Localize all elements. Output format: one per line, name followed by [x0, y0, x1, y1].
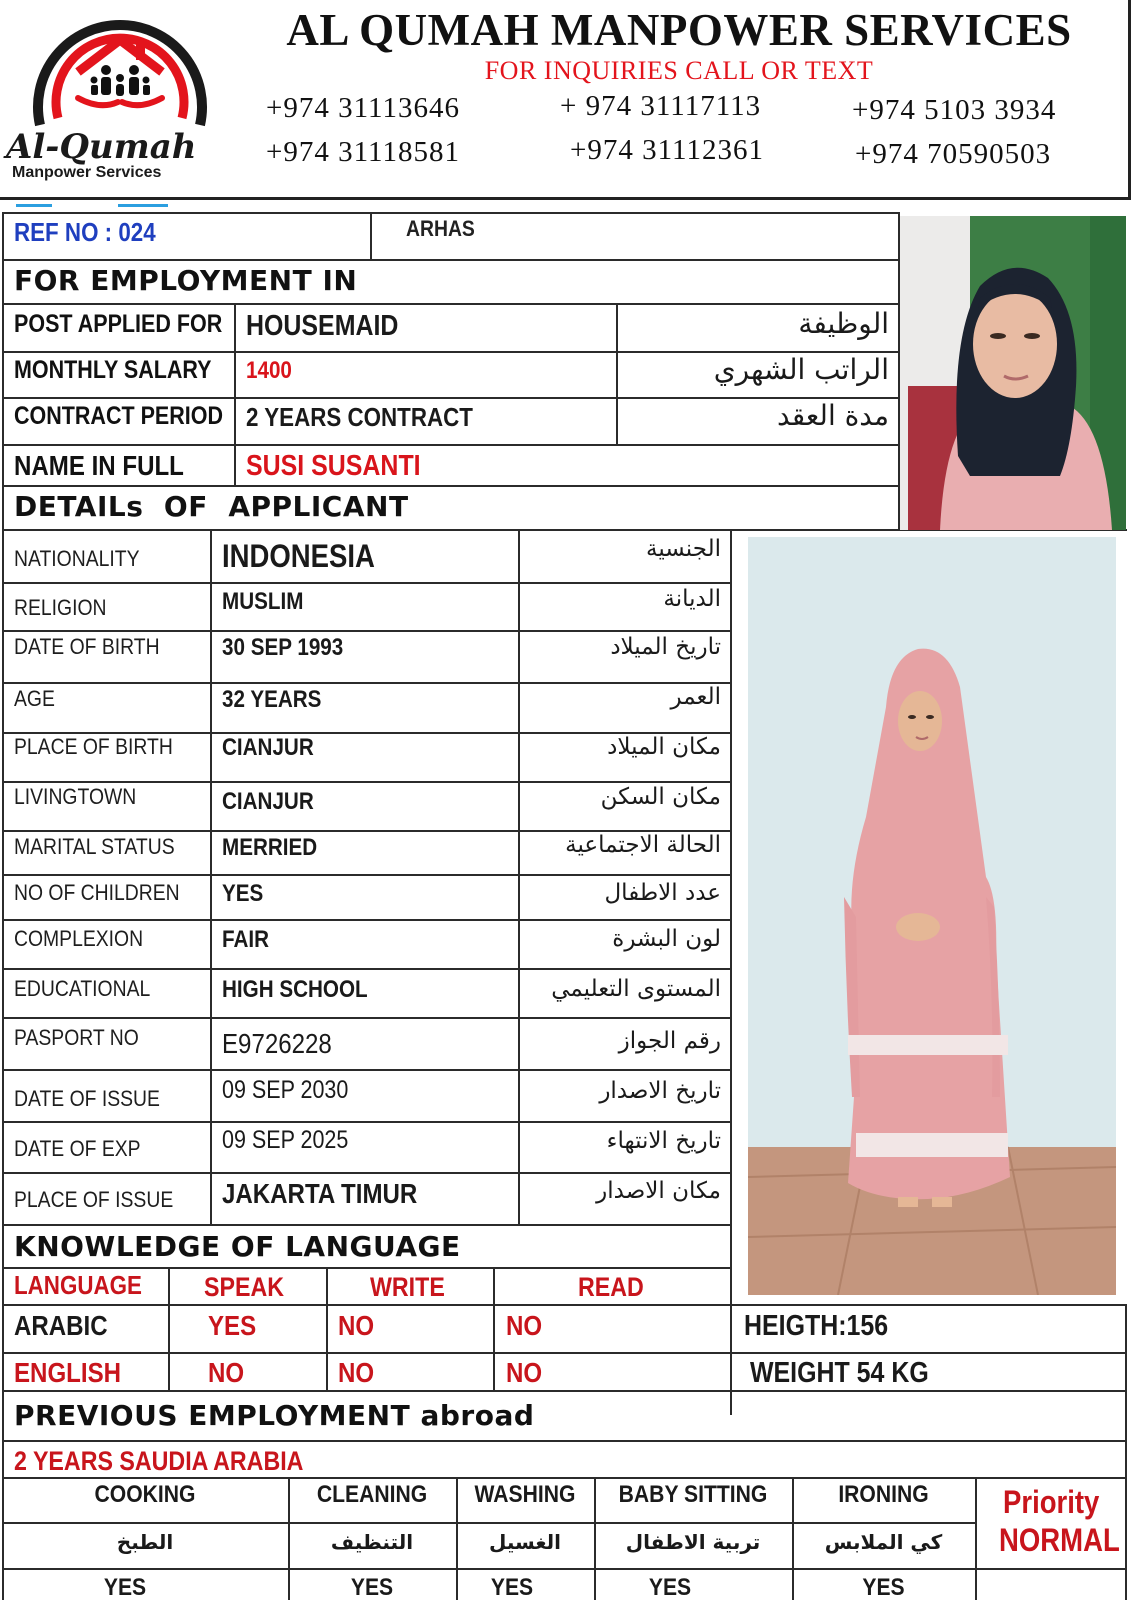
age-label: AGE	[14, 686, 55, 711]
date-of-birth-label: DATE OF BIRTH	[14, 634, 160, 659]
language-name: ENGLISH	[14, 1357, 122, 1388]
place-of-issue-label: PLACE OF ISSUE	[14, 1187, 174, 1212]
phone-number: +974 31118581	[266, 136, 460, 168]
date-of-expiry-value: 09 SEP 2025	[222, 1126, 349, 1154]
grid-line	[2, 781, 730, 783]
tab-mark	[16, 204, 52, 207]
skill-arabic-baby-sitting: تربية الاطفال	[625, 1530, 761, 1554]
skill-name-cleaning: CLEANING	[316, 1481, 428, 1508]
read-header: READ	[578, 1272, 644, 1302]
tab-mark	[118, 204, 168, 207]
date-of-issue-arabic: تاريخ الاصدار	[599, 1078, 721, 1104]
grid-line	[2, 1017, 730, 1019]
skill-value-ironing: YES	[862, 1574, 905, 1600]
grid-line	[2, 1224, 730, 1226]
full-name-value: SUSI SUSANTI	[246, 450, 421, 482]
nationality-value: INDONESIA	[222, 538, 375, 574]
grid-line	[2, 212, 898, 214]
grid-line	[2, 582, 730, 584]
section-title-details: DETAILs OF APPLICANT	[14, 490, 409, 523]
place-of-birth-value: CIANJUR	[222, 734, 314, 761]
skill-arabic-cleaning: التنظيف	[330, 1530, 414, 1554]
date-of-birth-value: 30 SEP 1993	[222, 634, 344, 661]
logo-script-text: Al-Qumah	[6, 127, 197, 167]
grid-line	[2, 397, 898, 399]
grid-line	[2, 1352, 1127, 1354]
grid-line	[730, 529, 732, 1415]
skill-arabic-washing: الغسيل	[488, 1530, 562, 1554]
skill-name-cooking: COOKING	[94, 1481, 196, 1508]
age-arabic: العمر	[670, 684, 721, 710]
place-of-birth-arabic: مكان الميلاد	[607, 734, 721, 760]
post-applied-arabic: الوظيفة	[798, 307, 889, 340]
inquiry-line: FOR INQUIRIES CALL OR TEXT	[484, 56, 874, 85]
nationality-label: NATIONALITY	[14, 546, 140, 571]
education-arabic: المستوى التعليمي	[551, 976, 721, 1002]
english-speak-value: NO	[208, 1357, 245, 1388]
grid-line	[2, 1390, 1127, 1392]
grid-line	[2, 1477, 1127, 1479]
write-header: WRITE	[370, 1272, 445, 1302]
marital-status-arabic: الحالة الاجتماعية	[565, 832, 721, 858]
logo-subtitle: Manpower Services	[12, 164, 162, 181]
place-of-issue-value: JAKARTA TIMUR	[222, 1178, 418, 1209]
living-town-label: LIVINGTOWN	[14, 784, 137, 809]
grid-line	[2, 303, 898, 305]
contract-period-arabic: مدة العقد	[777, 399, 889, 432]
place-of-issue-arabic: مكان الاصدار	[596, 1178, 721, 1204]
letterhead	[0, 0, 1131, 200]
grid-line	[493, 1267, 495, 1390]
grid-line	[2, 485, 898, 487]
applicant-portrait-photo	[900, 216, 1126, 530]
phone-number: +974 31112361	[570, 134, 764, 166]
living-town-value: CIANJUR	[222, 788, 314, 815]
children-value: YES	[222, 880, 264, 907]
previous-employment-value: 2 YEARS SAUDIA ARABIA	[14, 1446, 304, 1476]
grid-line	[2, 259, 898, 261]
complexion-label: COMPLEXION	[14, 926, 144, 951]
grid-line	[2, 1568, 1127, 1570]
height-value: HEIGTH:156	[744, 1310, 889, 1342]
skill-value-washing: YES	[490, 1574, 534, 1600]
grid-line	[975, 1477, 977, 1600]
living-town-arabic: مكان السكن	[600, 784, 721, 810]
date-of-birth-arabic: تاريخ الميلاد	[610, 634, 721, 660]
grid-line	[234, 303, 236, 486]
children-label: NO OF CHILDREN	[14, 880, 180, 905]
contract-period-label: CONTRACT PERIOD	[14, 402, 224, 430]
phone-number: +974 5103 3934	[852, 94, 1057, 126]
monthly-salary-arabic: الراتب الشهري	[713, 353, 889, 386]
grid-line	[2, 968, 730, 970]
children-arabic: عدد الاطفال	[604, 880, 721, 906]
skill-arabic-cooking: الطبخ	[116, 1530, 174, 1554]
section-title-language: KNOWLEDGE OF LANGUAGE	[14, 1230, 461, 1263]
weight-value: WEIGHT 54 KG	[750, 1357, 929, 1389]
date-of-issue-value: 09 SEP 2030	[222, 1076, 349, 1104]
portrait-illustration	[900, 216, 1126, 530]
skill-arabic-ironing: كي الملابس	[824, 1530, 943, 1554]
skill-value-cleaning: YES	[350, 1574, 394, 1600]
phone-number: +974 70590503	[855, 138, 1052, 170]
grid-line	[2, 1121, 730, 1123]
contract-period-value: 2 YEARS CONTRACT	[246, 402, 473, 432]
nationality-arabic: الجنسية	[646, 536, 721, 562]
passport-number-label: PASPORT NO	[14, 1025, 139, 1050]
language-header: LANGUAGE	[14, 1270, 142, 1300]
grid-line	[2, 444, 898, 446]
grid-line	[2, 630, 730, 632]
english-write-value: NO	[338, 1357, 375, 1388]
full-body-illustration	[748, 537, 1116, 1295]
date-of-expiry-arabic: تاريخ الانتهاء	[606, 1128, 721, 1154]
grid-line	[2, 1440, 1127, 1442]
education-value: HIGH SCHOOL	[222, 976, 368, 1003]
language-name: ARABIC	[14, 1310, 108, 1341]
priority-label: Priority	[1003, 1484, 1100, 1520]
grid-line	[2, 874, 730, 876]
religion-arabic: الديانة	[663, 586, 721, 612]
agent-name: ARHAS	[406, 216, 475, 241]
english-read-value: NO	[506, 1357, 543, 1388]
grid-line	[2, 1522, 975, 1524]
monthly-salary-value: 1400	[246, 357, 292, 384]
complexion-value: FAIR	[222, 926, 270, 953]
grid-line	[2, 1172, 730, 1174]
form-border	[1125, 1304, 1127, 1600]
grid-line	[168, 1267, 170, 1390]
grid-line	[326, 1267, 328, 1390]
religion-value: MUSLIM	[222, 588, 304, 615]
skill-value-baby-sitting: YES	[648, 1574, 692, 1600]
complexion-arabic: لون البشرة	[612, 926, 721, 952]
date-of-expiry-label: DATE OF EXP	[14, 1136, 141, 1161]
education-label: EDUCATIONAL	[14, 976, 151, 1001]
phone-number: + 974 31117113	[560, 90, 762, 122]
arabic-speak-value: YES	[208, 1310, 257, 1341]
grid-line	[2, 1267, 730, 1269]
age-value: 32 YEARS	[222, 686, 322, 713]
full-name-label: NAME IN FULL	[14, 450, 184, 481]
grid-line	[616, 303, 618, 446]
arabic-read-value: NO	[506, 1310, 543, 1341]
section-title-previous-employment: PREVIOUS EMPLOYMENT abroad	[14, 1399, 535, 1432]
company-name: AL QUMAH MANPOWER SERVICES	[286, 5, 1072, 55]
phone-number: +974 31113646	[266, 92, 460, 124]
priority-value: NORMAL	[999, 1522, 1120, 1558]
place-of-birth-label: PLACE OF BIRTH	[14, 734, 173, 759]
skill-name-ironing: IRONING	[838, 1481, 929, 1508]
date-of-issue-label: DATE OF ISSUE	[14, 1086, 160, 1111]
post-applied-label: POST APPLIED FOR	[14, 310, 223, 338]
speak-header: SPEAK	[204, 1272, 285, 1302]
grid-line	[2, 1069, 730, 1071]
grid-line	[2, 682, 730, 684]
passport-number-value: E9726228	[222, 1028, 332, 1059]
grid-line	[2, 919, 730, 921]
marital-status-value: MERRIED	[222, 834, 318, 861]
grid-line	[2, 1304, 1127, 1306]
skill-value-cooking: YES	[103, 1574, 147, 1600]
skill-name-washing: WASHING	[474, 1481, 576, 1508]
grid-line	[370, 212, 372, 260]
marital-status-label: MARITAL STATUS	[14, 834, 175, 859]
applicant-full-body-photo	[748, 537, 1116, 1295]
reference-number: REF NO : 024	[14, 217, 156, 247]
monthly-salary-label: MONTHLY SALARY	[14, 356, 212, 384]
section-title-employment: FOR EMPLOYMENT IN	[14, 264, 358, 297]
skill-name-baby-sitting: BABY SITTING	[618, 1481, 768, 1508]
passport-number-arabic: رقم الجواز	[618, 1028, 721, 1054]
arabic-write-value: NO	[338, 1310, 375, 1341]
post-applied-value: HOUSEMAID	[246, 310, 399, 342]
religion-label: RELIGION	[14, 595, 107, 620]
